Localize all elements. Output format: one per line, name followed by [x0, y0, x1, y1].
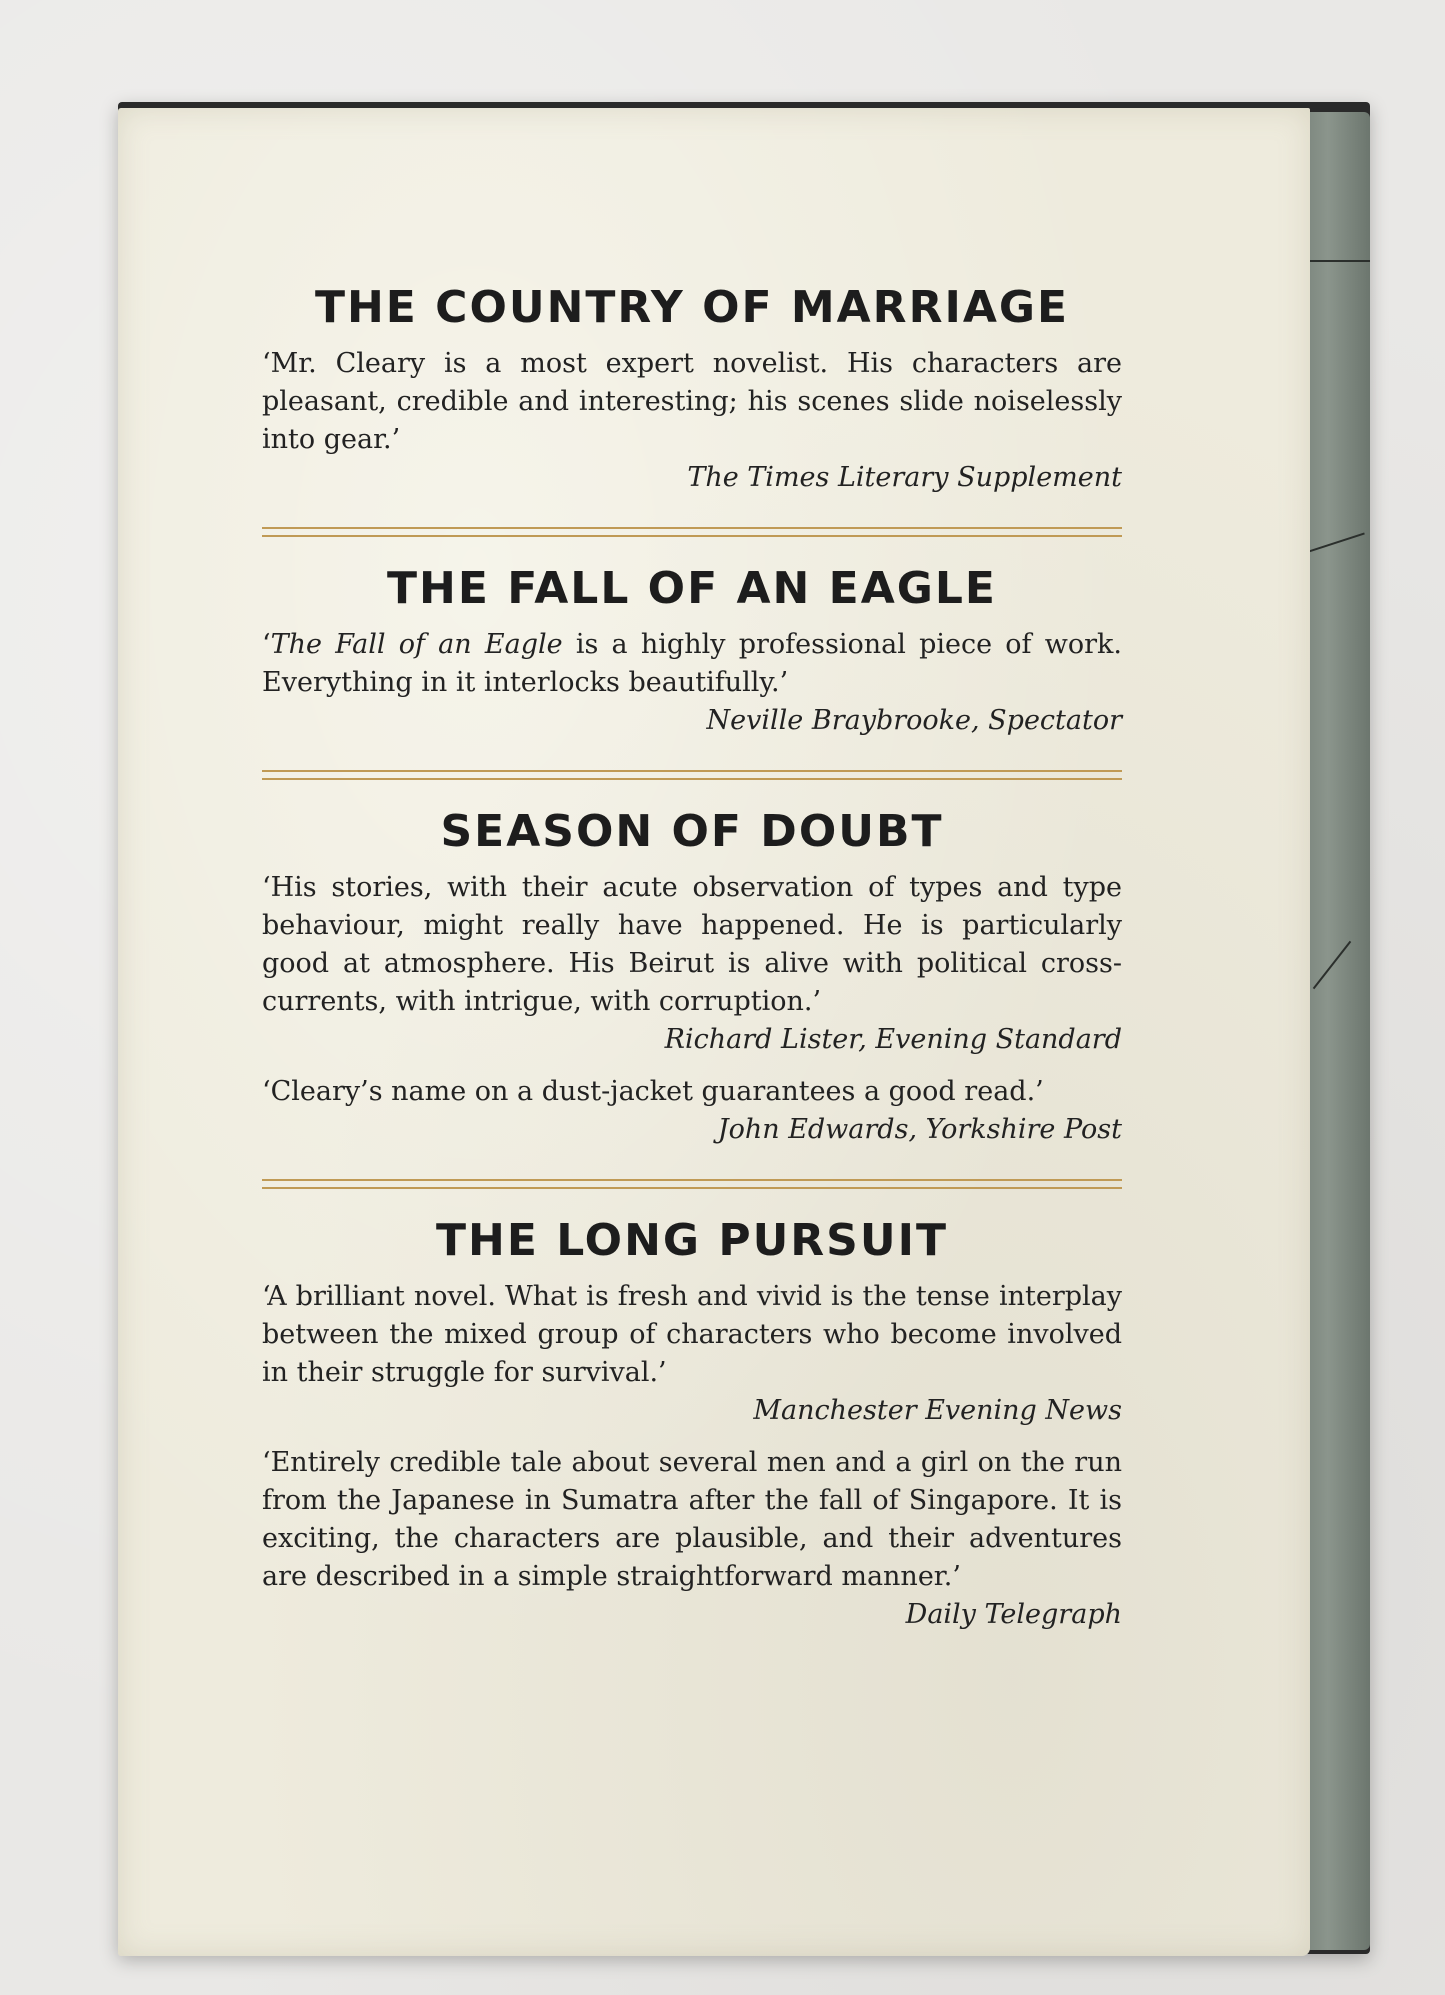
review-source: Neville Braybrooke, Spectator [706, 705, 1122, 736]
book-section-country-of-marriage [262, 282, 1122, 497]
review-source: Manchester Evening News [753, 1395, 1122, 1426]
book-title: SEASON OF DOUBT [440, 806, 944, 857]
section-divider [262, 770, 1122, 780]
review-quote: ‘His stories, with their acute observation of types and type behaviour, might really have happened. He is particularly good at atmosphere. His Beirut is alive with political cross-currents, with intrigue, with corruption.’ [262, 872, 1122, 1017]
quote-book-title: The Fall of an Eagle [270, 629, 563, 660]
spine-crack [1305, 532, 1365, 553]
review-quote [262, 626, 1122, 702]
section-divider [262, 1179, 1122, 1189]
book-title: THE FALL OF AN EAGLE [387, 563, 997, 614]
review-quote: ‘A brilliant novel. What is fresh and vivid is the tense interplay between the mixed group of characters who become involved in their struggle for survival.’ [262, 1281, 1122, 1388]
book-title: THE LONG PURSUIT [435, 1215, 948, 1266]
review-quote: ‘Entirely credible tale about several men and a girl on the run from the Japanese in Sumatra after the fall of Singapore. It is exciting, the characters are plausible, and their adventures are described in a simple straightforward manner.’ [262, 1447, 1122, 1592]
back-cover-content [262, 282, 1122, 1634]
review-source: John Edwards, Yorkshire Post [717, 1114, 1122, 1145]
review-quote: ‘Mr. Cleary is a most expert novelist. His characters are pleasant, credible and interesting; his scenes slide noiselessly into gear.’ [262, 348, 1122, 455]
review-quote: ‘Cleary’s name on a dust-jacket guarantees a good read.’ [262, 1076, 1044, 1107]
quote-open: ‘ [262, 629, 271, 660]
book-section-fall-of-an-eagle [262, 563, 1122, 740]
book-section-season-of-doubt [262, 806, 1122, 1149]
section-divider [262, 527, 1122, 537]
review-source: Daily Telegraph [905, 1599, 1122, 1630]
spine-crack [1313, 941, 1352, 990]
spine-crack [1300, 260, 1370, 262]
book-spine [1300, 112, 1370, 1950]
quote-text: is a highly professional piece of work. Everything in it interlocks beautifully.’ [262, 629, 1122, 698]
review-source: Richard Lister, Evening Standard [664, 1024, 1122, 1055]
book-title: THE COUNTRY OF MARRIAGE [314, 282, 1070, 333]
review-source: The Times Literary Supplement [687, 462, 1122, 493]
book-section-long-pursuit [262, 1215, 1122, 1634]
